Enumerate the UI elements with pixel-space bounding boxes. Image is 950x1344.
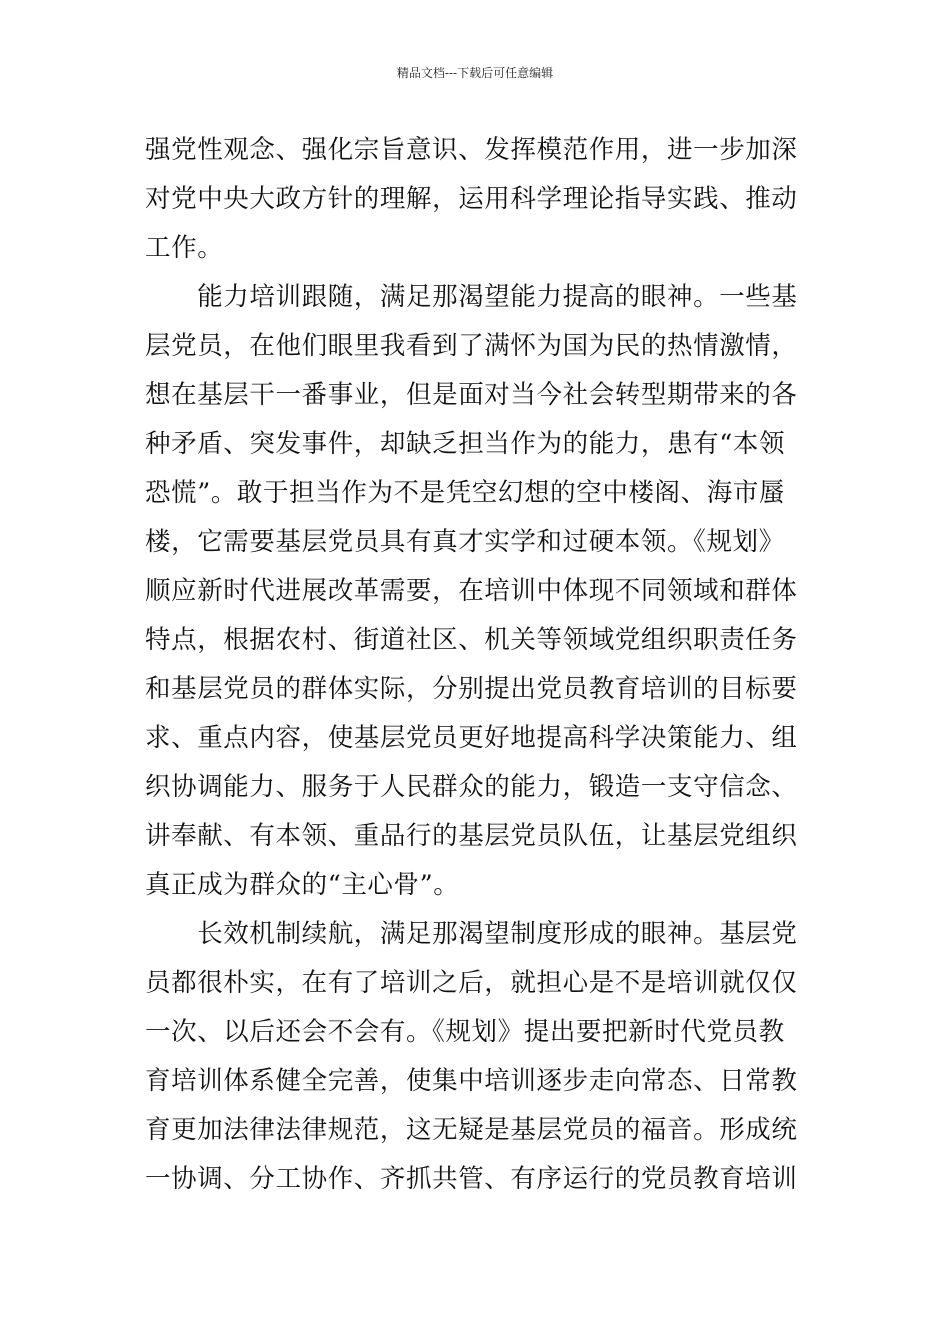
text-line: 工作。 — [145, 233, 224, 263]
text-line: 层党员，在他们眼里我看到了满怀为国为民的热情激情， — [145, 331, 798, 361]
document-body — [145, 126, 810, 1204]
text-line: 求、重点内容，使基层党员更好地提高科学决策能力、组 — [145, 723, 798, 753]
text-line: 员都很朴实，在有了培训之后，就担心是不是培训就仅仅 — [145, 968, 798, 998]
text-line: 讲奉献、有本领、重品行的基层党员队伍，让基层党组织 — [145, 821, 798, 851]
page-header: 精品文档---下载后可任意编辑 — [396, 66, 554, 80]
text-line: 想在基层干一番事业，但是面对当今社会转型期带来的各 — [145, 380, 798, 410]
text-line: 一协调、分工协作、齐抓共管、有序运行的党员教育培训 — [145, 1164, 798, 1194]
text-line: 强党性观念、强化宗旨意识、发挥模范作用，进一步加深 — [145, 135, 798, 165]
text-line: 恐慌”。敢于担当作为不是凭空幻想的空中楼阁、海市蜃 — [145, 478, 786, 508]
paragraph-start-line: 能力培训跟随，满足那渴望能力提高的眼神。一些基 — [145, 282, 798, 312]
text-line: 一次、以后还会不会有。《规划》提出要把新时代党员教 — [145, 1017, 785, 1047]
text-line: 和基层党员的群体实际，分别提出党员教育培训的目标要 — [145, 674, 798, 704]
text-line: 织协调能力、服务于人民群众的能力，锻造一支守信念、 — [145, 772, 798, 802]
text-line: 种矛盾、突发事件，却缺乏担当作为的能力，患有“本领 — [145, 429, 786, 459]
text-line: 育更加法律法律规范，这无疑是基层党员的福音。形成统 — [145, 1115, 798, 1145]
text-line: 对党中央大政方针的理解，运用科学理论指导实践、推动 — [145, 184, 798, 214]
text-line: 特点，根据农村、街道社区、机关等领域党组织职责任务 — [145, 625, 798, 655]
text-line: 楼，它需要基层党员具有真才实学和过硬本领。《规划》 — [145, 527, 785, 557]
text-line: 真正成为群众的“主心骨”。 — [145, 870, 460, 900]
text-line: 育培训体系健全完善，使集中培训逐步走向常态、日常教 — [145, 1066, 798, 1096]
paragraph-start-line: 长效机制续航，满足那渴望制度形成的眼神。基层党 — [145, 919, 798, 949]
text-line: 顺应新时代进展改革需要，在培训中体现不同领域和群体 — [145, 576, 798, 606]
